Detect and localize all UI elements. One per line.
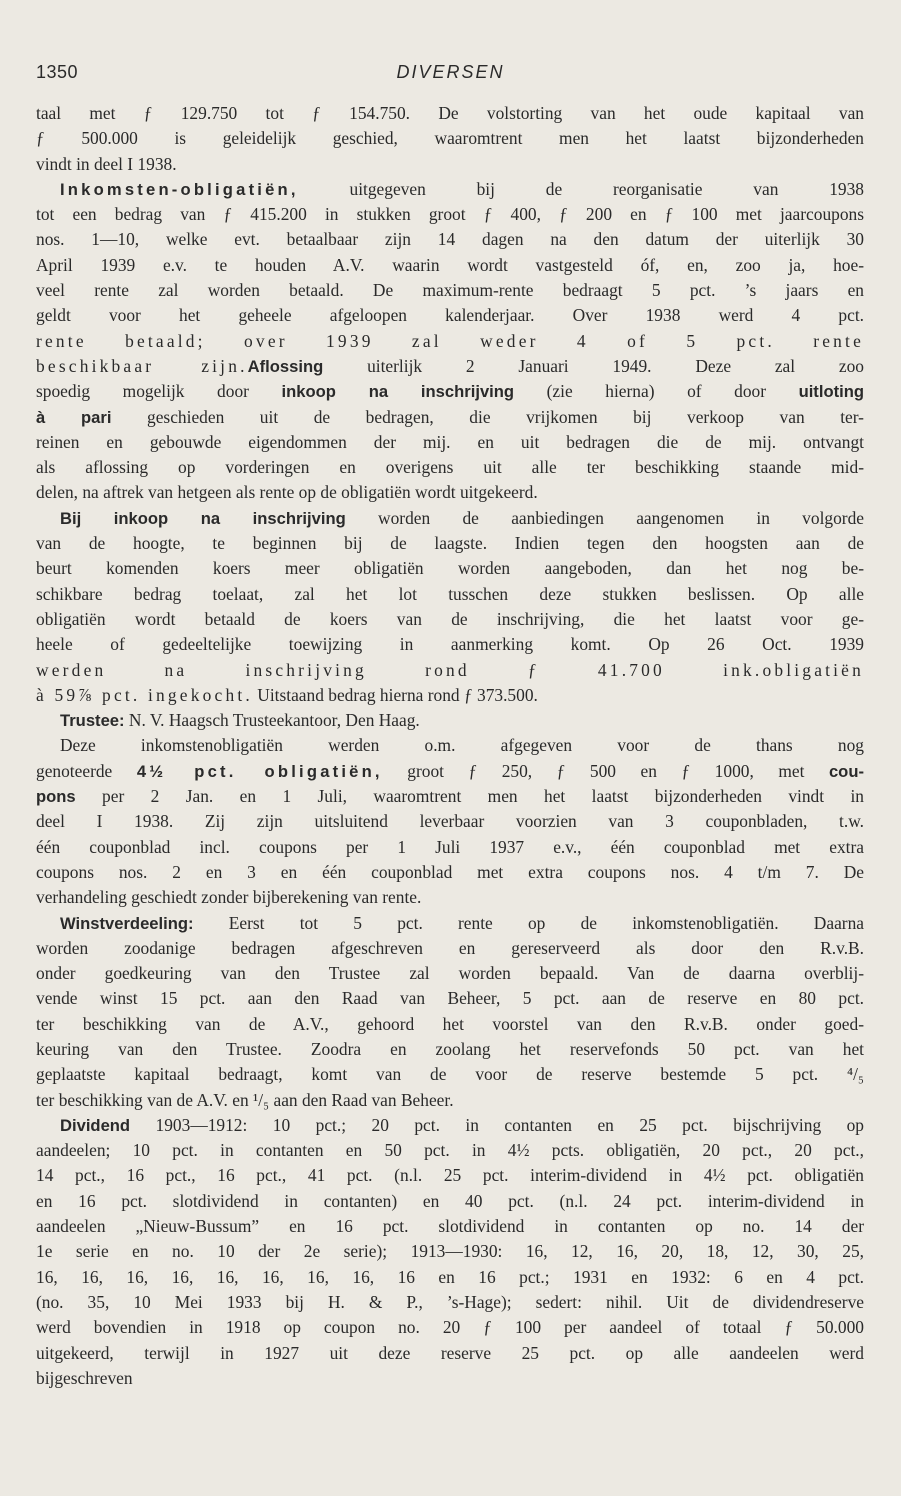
line-text: tot een bedrag van ƒ 415.200 in stukken groot ƒ 400, ƒ 200 en ƒ 100 met jaarcoupons (36, 204, 864, 225)
line-text: deel I 1938. Zij zijn uitsluitend leverbaar voorzien van 3 couponbladen, t.w. (36, 811, 864, 832)
line-text: spoedig mogelijk door (36, 381, 282, 402)
line-text: 14 pct., 16 pct., 16 pct., 41 pct. (n.l. 25 pct. interim-dividend in 4½ pct. obligatiën (36, 1165, 864, 1186)
text-line (36, 632, 864, 657)
line-text: schikbare bedrag toelaat, zal het lot tusschen deze stukken beslissen. Op alle (36, 583, 864, 604)
line-text: uitgekeerd, terwijl in 1927 uit deze reserve 25 pct. op alle aandeelen werd (36, 1342, 864, 1363)
text-line (36, 303, 864, 328)
line-text: vende winst 15 pct. aan den Raad van Beheer, 5 pct. aan de reserve en 80 pct. (36, 988, 864, 1009)
text-line (36, 278, 864, 303)
text-line (36, 860, 864, 885)
line-text: 1903—1912: 10 pct.; 20 pct. in contanten en 25 pct. bijschrijving op (130, 1114, 864, 1135)
text-line (36, 152, 864, 177)
line-text: beurt komenden koers meer obligatiën worden aangeboden, dan het nog be- (36, 558, 864, 579)
line-text: werd bovendien in 1918 op coupon no. 20 ƒ 100 per aandeel of totaal ƒ 50.000 (36, 1317, 864, 1338)
line-text: Eerst tot 5 pct. rente op de inkomstenobligatiën. Daarna (193, 912, 864, 933)
text-line (36, 531, 864, 556)
line-text: ƒ 500.000 is geleidelijk geschied, waaromtrent men het laatst bijzonderheden (36, 128, 864, 149)
line-text: één couponblad incl. coupons per 1 Juli 1937 e.v., één couponblad met extra (36, 836, 864, 857)
line-text: (zie hierna) of door (514, 381, 799, 402)
text-line (36, 1088, 864, 1113)
text-line (36, 1163, 864, 1188)
bold-term: pons (36, 787, 76, 807)
bold-term: Aflossing (247, 356, 324, 376)
text-line (36, 253, 864, 278)
text-line (36, 809, 864, 834)
bold-term: cou- (828, 761, 864, 781)
text-line (36, 556, 864, 581)
line-text: uiterlijk 2 Januari 1949. Deze zal zoo (323, 355, 864, 376)
bold-term: uitloting (798, 382, 864, 402)
line-text: worden de aanbiedingen aangenomen in volgorde (345, 507, 864, 528)
text-line (36, 582, 864, 607)
text-line (36, 885, 864, 910)
text-line (36, 1113, 864, 1138)
text-line (36, 202, 864, 227)
line-text: van de hoogte, te beginnen bij de laagste. Indien tegen den hoogsten aan de (36, 533, 864, 554)
line-text: vindt in deel I 1938. (36, 153, 177, 174)
text-line (36, 1341, 864, 1366)
line-text: geldt voor het geheele afgeloopen kalenderjaar. Over 1938 werd 4 pct. (36, 305, 864, 326)
text-line (36, 708, 864, 733)
line-text: heele of gedeeltelijke toewijzing in aanmerking komt. Op 26 Oct. 1939 (36, 634, 864, 655)
line-text: Uitstaand bedrag hierna rond ƒ 373.500. (252, 684, 538, 705)
text-line (36, 658, 864, 683)
text-line (36, 961, 864, 986)
text-line (36, 683, 864, 708)
bold-spaced-term: 4½ pct. obligatiën, (136, 761, 383, 781)
line-text: aandeelen; 10 pct. in contanten en 50 pct. in 4½ pcts. obligatiën, 20 pct., 20 pct., (36, 1140, 864, 1161)
text-line (36, 1290, 864, 1315)
line-text: per 2 Jan. en 1 Juli, waaromtrent men het laatst bijzonderheden vindt in (75, 786, 864, 807)
line-text: Deze inkomstenobligatiën werden o.m. afgegeven voor de thans nog (60, 735, 864, 756)
spaced-text: beschikbaar zijn. (36, 355, 248, 376)
line-text: genoteerde (36, 760, 137, 781)
text-line (36, 1214, 864, 1239)
text-line (36, 1239, 864, 1264)
page-header (36, 62, 865, 86)
line-text: nos. 1—10, welke evt. betaalbaar zijn 14 dagen na den datum der uiterlijk 30 (36, 229, 864, 250)
bold-term: inkoop na inschrijving (281, 382, 515, 402)
text-line (36, 1265, 864, 1290)
line-text: als aflossing op vorderingen en overigens uit alle ter beschikking staande mid- (36, 457, 864, 478)
text-line (36, 607, 864, 632)
line-text: uitgegeven bij de reorganisatie van 1938 (298, 178, 864, 199)
line-text: (no. 35, 10 Mei 1933 bij H. & P., ’s-Hage); sedert: nihil. Uit de dividendreserve (36, 1291, 864, 1312)
bold-term: Bij inkoop na inschrijving (60, 508, 346, 528)
line-text: worden zoodanige bedragen afgeschreven en gereserveerd als door den R.v.B. (36, 937, 864, 958)
bold-term: Trustee: (60, 711, 125, 731)
text-line (36, 1189, 864, 1214)
bold-term: Dividend (60, 1115, 131, 1135)
line-text: April 1939 e.v. te houden A.V. waarin wordt vastgesteld óf, en, zoo ja, hoe- (36, 254, 864, 275)
text-line (36, 1138, 864, 1163)
line-text: N. V. Haagsch Trusteekantoor, Den Haag. (124, 710, 420, 731)
line-text: obligatiën wordt betaald de koers van de inschrijving, die het laatst voor ge- (36, 608, 864, 629)
page-number: 1350 (36, 62, 79, 82)
text-line (36, 1012, 864, 1037)
line-text: coupons nos. 2 en 3 en één couponblad met extra coupons nos. 4 t/m 7. De (36, 861, 864, 882)
line-text: ter beschikking van de A.V. en ¹/₅ aan den Raad van Beheer. (36, 1089, 454, 1110)
line-text: onder goedkeuring van den Trustee zal worden bepaald. Van de daarna overblij- (36, 963, 864, 984)
text-line (36, 1062, 864, 1087)
text-line (36, 480, 864, 505)
text-line (36, 936, 864, 961)
line-text: werden na inschrijving rond ƒ 41.700 ink.obligatiën (36, 659, 864, 680)
line-text: verhandeling geschiedt zonder bijberekening van rente. (36, 887, 422, 908)
text-line (36, 354, 864, 379)
text-line (36, 506, 864, 531)
text-line (36, 1366, 864, 1391)
text-line (36, 405, 864, 430)
text-line (36, 733, 864, 758)
bold-term: à pari (36, 407, 112, 427)
text-line (36, 101, 864, 126)
line-text: delen, na aftrek van hetgeen als rente op de obligatiën wordt uitgekeerd. (36, 482, 538, 503)
text-line (36, 835, 864, 860)
text-line (36, 126, 864, 151)
line-text: geschieden uit de bedragen, die vrijkomen bij verkoop van ter- (111, 406, 864, 427)
bold-term: Winstverdeeling: (60, 913, 194, 933)
bold-spaced-term: Inkomsten-obligatiën, (60, 179, 299, 199)
line-text: 1e serie en no. 10 der 2e serie); 1913—1930: 16, 12, 16, 20, 18, 12, 30, 25, (36, 1241, 864, 1262)
spaced-text: à 59⅞ pct. ingekocht. (36, 684, 253, 705)
line-text: groot ƒ 250, ƒ 500 en ƒ 1000, met (382, 760, 829, 781)
text-line (36, 177, 864, 202)
running-title: DIVERSEN (396, 62, 505, 82)
text-line (36, 1315, 864, 1340)
text-line (36, 784, 864, 809)
line-text: ter beschikking van de A.V., gehoord het voorstel van den R.v.B. onder goed- (36, 1013, 864, 1034)
line-text: veel rente zal worden betaald. De maximum-rente bedraagt 5 pct. ’s jaars en (36, 280, 864, 301)
line-text: taal met ƒ 129.750 tot ƒ 154.750. De volstorting van het oude kapitaal van (36, 103, 864, 123)
line-text: keuring van den Trustee. Zoodra en zoolang het reservefonds 50 pct. van het (36, 1038, 864, 1059)
line-text: 16, 16, 16, 16, 16, 16, 16, 16, 16 en 16 pct.; 1931 en 1932: 6 en 4 pct. (36, 1266, 864, 1287)
text-line (36, 227, 864, 252)
text-line (36, 986, 864, 1011)
text-line (36, 759, 864, 784)
line-text: geplaatste kapitaal bedraagt, komt van de voor de reserve bestemde 5 pct. ⁴/₅ (36, 1064, 864, 1085)
text-line (36, 911, 864, 936)
line-text: en 16 pct. slotdividend in contanten) en 40 pct. (n.l. 24 pct. interim-dividend in (36, 1190, 864, 1211)
text-line (36, 1037, 864, 1062)
text-line (36, 430, 864, 455)
text-line (36, 329, 864, 354)
line-text: aandeelen „Nieuw-Bussum” en 16 pct. slotdividend in contanten op no. 14 der (36, 1216, 864, 1237)
body-text (36, 101, 864, 1391)
text-line (36, 455, 864, 480)
line-text: rente betaald; over 1939 zal weder 4 of 5 pct. rente (36, 330, 864, 351)
line-text: reinen en gebouwde eigendommen der mij. en uit bedragen die de mij. ontvangt (36, 431, 864, 452)
text-line (36, 379, 864, 404)
line-text: bijgeschreven (36, 1367, 133, 1388)
